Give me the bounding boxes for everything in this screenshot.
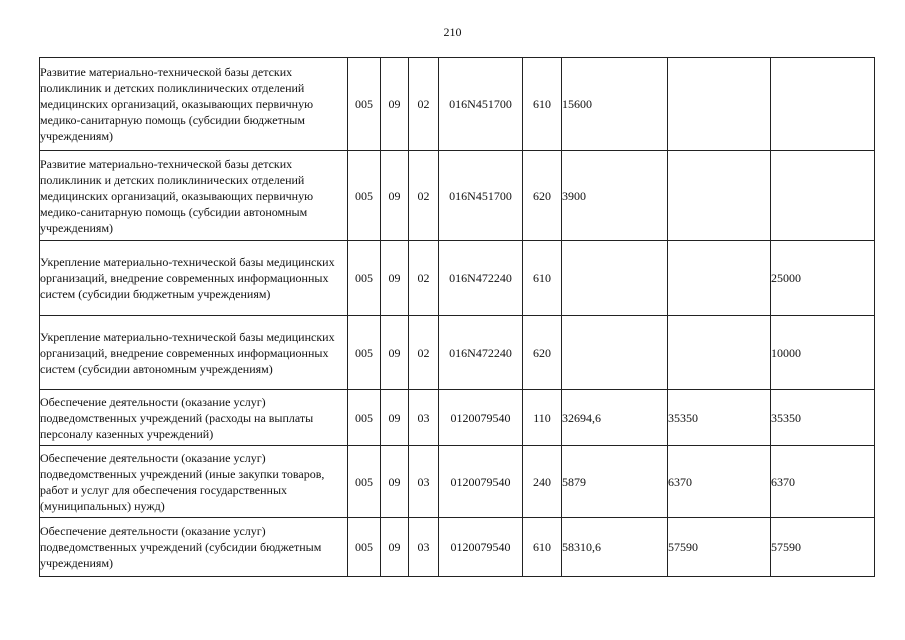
grbs-code: 005 [348, 446, 381, 518]
amount-year-1 [562, 241, 668, 316]
section-code: 09 [381, 390, 409, 446]
amount-year-1: 58310,6 [562, 518, 668, 577]
subsection-code: 02 [409, 316, 439, 390]
table-row [40, 58, 875, 151]
amount-year-3: 25000 [771, 241, 875, 316]
amount-year-1: 3900 [562, 151, 668, 241]
subsection-code: 02 [409, 58, 439, 151]
expense-type-code: 610 [523, 518, 562, 577]
target-article-code: 0120079540 [439, 390, 523, 446]
amount-year-2 [668, 316, 771, 390]
amount-year-2: 6370 [668, 446, 771, 518]
subsection-code: 02 [409, 241, 439, 316]
target-article-code: 016N472240 [439, 241, 523, 316]
subsection-code: 03 [409, 446, 439, 518]
expense-type-code: 610 [523, 58, 562, 151]
table-row [40, 446, 875, 518]
section-code: 09 [381, 446, 409, 518]
expense-type-code: 620 [523, 316, 562, 390]
target-article-code: 016N472240 [439, 316, 523, 390]
subsection-code: 03 [409, 390, 439, 446]
amount-year-3: 6370 [771, 446, 875, 518]
table-row [40, 241, 875, 316]
row-name: Обеспечение деятельности (оказание услуг) подведомственных учреждений (иные закупки товаров, работ и услуг для обеспечения государственных (муниципальных) нужд) [40, 446, 348, 518]
budget-table [39, 57, 875, 577]
table-row [40, 316, 875, 390]
amount-year-1: 15600 [562, 58, 668, 151]
grbs-code: 005 [348, 151, 381, 241]
amount-year-3: 35350 [771, 390, 875, 446]
row-name: Укрепление материально-технической базы медицинских организаций, внедрение современных информационных систем (субсидии бюджетным учреждениям) [40, 241, 348, 316]
amount-year-3 [771, 151, 875, 241]
amount-year-2 [668, 241, 771, 316]
row-name: Развитие материально-технической базы детских поликлиник и детских поликлинических отделений медицинских организаций, оказывающих первичную медико-санитарную помощь (субсидии автономным учреждениям) [40, 151, 348, 241]
section-code: 09 [381, 241, 409, 316]
grbs-code: 005 [348, 518, 381, 577]
row-name: Укрепление материально-технической базы медицинских организаций, внедрение современных информационных систем (субсидии автономным учреждениям) [40, 316, 348, 390]
amount-year-2 [668, 151, 771, 241]
amount-year-3: 57590 [771, 518, 875, 577]
subsection-code: 02 [409, 151, 439, 241]
page-number: 210 [443, 25, 462, 39]
grbs-code: 005 [348, 58, 381, 151]
target-article-code: 0120079540 [439, 518, 523, 577]
amount-year-1: 32694,6 [562, 390, 668, 446]
section-code: 09 [381, 518, 409, 577]
grbs-code: 005 [348, 241, 381, 316]
row-name: Обеспечение деятельности (оказание услуг) подведомственных учреждений (субсидии бюджетным учреждениям) [40, 518, 348, 577]
grbs-code: 005 [348, 390, 381, 446]
amount-year-1 [562, 316, 668, 390]
amount-year-3: 10000 [771, 316, 875, 390]
amount-year-1: 5879 [562, 446, 668, 518]
grbs-code: 005 [348, 316, 381, 390]
amount-year-2: 35350 [668, 390, 771, 446]
target-article-code: 016N451700 [439, 58, 523, 151]
target-article-code: 0120079540 [439, 446, 523, 518]
expense-type-code: 240 [523, 446, 562, 518]
section-code: 09 [381, 151, 409, 241]
expense-type-code: 610 [523, 241, 562, 316]
table-row [40, 390, 875, 446]
table-row [40, 518, 875, 577]
row-name: Обеспечение деятельности (оказание услуг) подведомственных учреждений (расходы на выплаты персоналу казенных учреждений) [40, 390, 348, 446]
expense-type-code: 620 [523, 151, 562, 241]
section-code: 09 [381, 58, 409, 151]
target-article-code: 016N451700 [439, 151, 523, 241]
row-name: Развитие материально-технической базы детских поликлиник и детских поликлинических отделений медицинских организаций, оказывающих первичную медико-санитарную помощь (субсидии бюджетным учреждениям) [40, 58, 348, 151]
amount-year-2 [668, 58, 771, 151]
subsection-code: 03 [409, 518, 439, 577]
amount-year-3 [771, 58, 875, 151]
table-row [40, 151, 875, 241]
expense-type-code: 110 [523, 390, 562, 446]
section-code: 09 [381, 316, 409, 390]
amount-year-2: 57590 [668, 518, 771, 577]
